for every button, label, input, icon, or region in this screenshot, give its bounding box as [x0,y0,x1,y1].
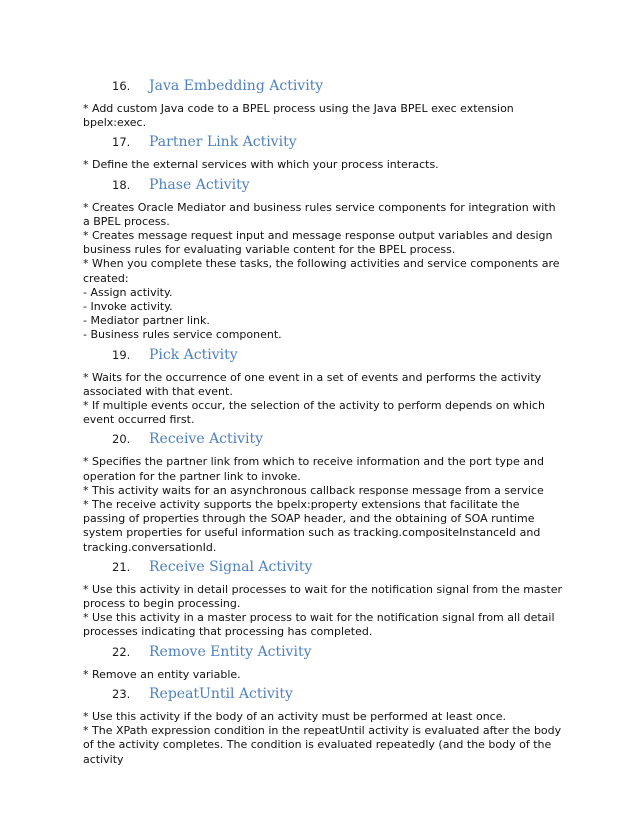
section-paragraph: * Add custom Java code to a BPEL process using the Java BPEL exec extension bpelx:exec. [83,102,514,130]
section-title: RepeatUntil Activity [149,685,293,702]
section-number: 21. [112,559,131,574]
section-number: 18. [112,177,131,192]
list-item: - Mediator partner link. [83,314,210,328]
section-number: 23. [112,686,131,701]
section-heading-19 [83,347,563,369]
document-body [83,74,563,767]
section-paragraph: * This activity waits for an asynchronous callback response message from a service [83,483,544,497]
section-number: 16. [112,79,131,93]
section-number: 19. [112,347,131,362]
section-title: Java Embedding Activity [149,78,324,94]
section-title: Receive Signal Activity [149,558,313,575]
list-item: - Business rules service component. [83,328,282,342]
section-title: Remove Entity Activity [149,643,312,660]
section-title: Phase Activity [149,176,250,193]
section-number: 17. [112,135,131,150]
section-heading-17 [83,134,563,156]
section-title: Pick Activity [149,346,238,363]
section-paragraph: * Define the external services with which your process interacts. [83,158,439,172]
section-paragraph: * The XPath expression condition in the repeatUntil activity is evaluated after the body of the activity completes. The condition is evaluated repeatedly (and the body of the activity [83,724,562,766]
section-paragraph: * If multiple events occur, the selection of the activity to perform depends on which event occurred first. [83,399,545,427]
section-number: 22. [112,644,131,659]
section-paragraph: * Remove an entity variable. [83,667,241,681]
section-heading-16 [83,78,563,100]
section-paragraph: * The receive activity supports the bpelx:property extensions that facilitate the passing of properties through the SOAP header, and the obtaining of SOA runtime system properties for useful information such as tracking.compositeInstanceId and tracking.conversationId. [83,498,541,554]
section-title: Partner Link Activity [149,134,297,151]
section-paragraph: * Specifies the partner link from which to receive information and the port type and operation for the partner link to invoke. [83,455,544,483]
section-paragraph: * Waits for the occurrence of one event in a set of events and performs the activity associated with that event. [83,370,542,398]
list-item: - Assign activity. [83,285,173,299]
section-heading-18 [83,177,563,199]
section-heading-22 [83,644,563,666]
section-title: Receive Activity [149,431,264,448]
section-paragraph: * Creates Oracle Mediator and business rules service components for integration with a BPEL process. [83,200,556,228]
list-item: - Invoke activity. [83,300,173,314]
section-paragraph: * Use this activity in detail processes to wait for the notification signal from the master process to begin processing. [83,582,562,611]
section-paragraph: * Use this activity in a master process to wait for the notification signal from all detail processes indicating that processing has completed. [83,611,555,639]
section-heading-23 [83,686,563,708]
section-heading-20 [83,431,563,453]
section-paragraph: * Creates message request input and message response output variables and design business rules for evaluating variable content for the BPEL process. [83,229,553,257]
section-heading-21 [83,559,563,581]
section-paragraph: * Use this activity if the body of an activity must be performed at least once. [83,709,506,723]
section-number: 20. [112,432,131,447]
section-paragraph: * When you complete these tasks, the following activities and service components are created: [83,257,560,285]
